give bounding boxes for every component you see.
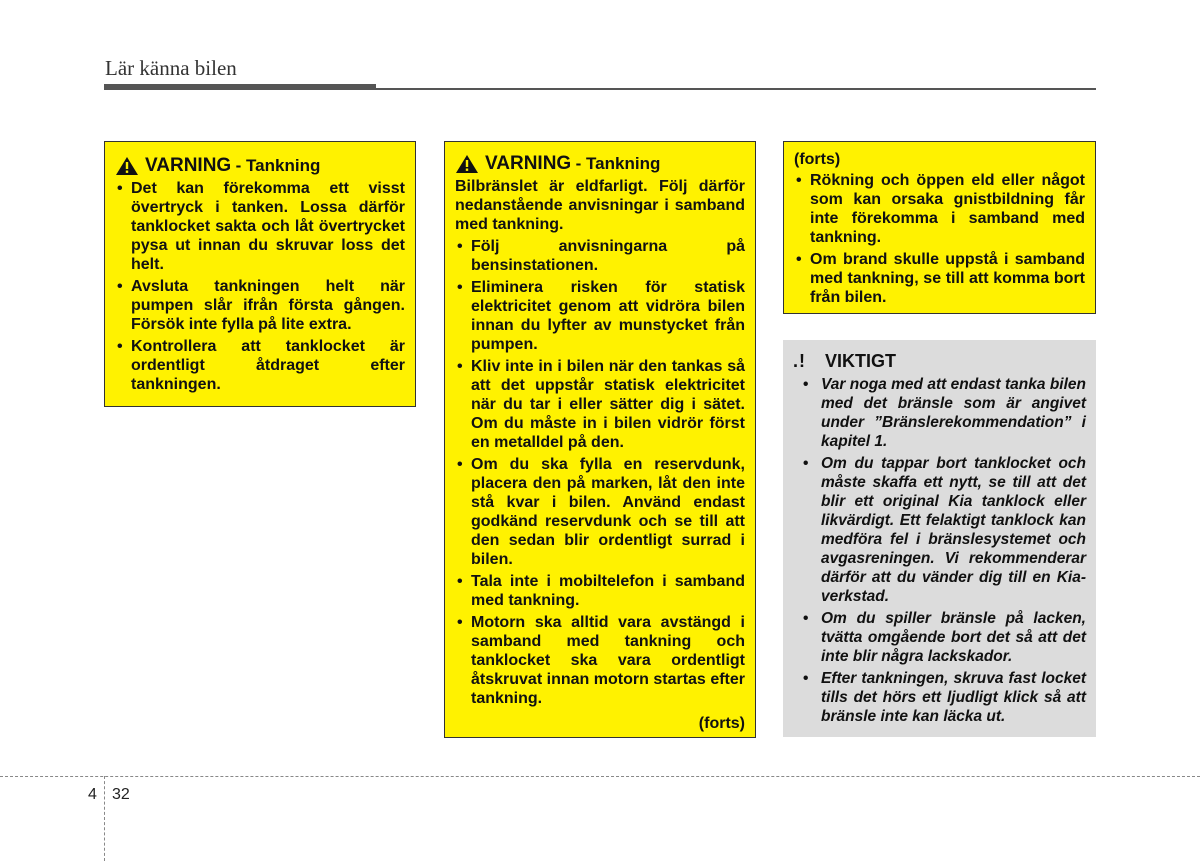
warning-triangle-icon: [115, 156, 139, 176]
notice-exclamation-icon: .!: [793, 351, 806, 371]
header-rule-thick: [104, 84, 376, 90]
list-item: • Om du ska fylla en reservdunk, placera den på marken, låt den inte stå kvar i bilen. Använd endast godkänd reservdunk och se till att den sedan blir ordentligt surrad i bilen.: [455, 455, 745, 569]
list-item: • Om brand skulle uppstå i samband med tankning, se till att komma bort från bilen.: [794, 250, 1085, 307]
list-item: • Eliminera risken för statisk elektricitet genom att vidröra bilen innan du lyfter av munstycket från pumpen.: [455, 278, 745, 354]
warning-triangle-icon: [455, 154, 479, 174]
chapter-number: 4: [88, 786, 97, 803]
warning-box-refueling-2: [444, 141, 756, 738]
continued-label: (forts): [794, 151, 841, 168]
list-item: • Rökning och öppen eld eller något som kan orsaka gnistbildning får inte förekomma i samband med tankning.: [794, 171, 1085, 247]
list-item: • Tala inte i mobiltelefon i samband med tankning.: [455, 572, 745, 610]
warning-title-word: VARNING: [485, 153, 572, 174]
notice-list: [793, 375, 1086, 726]
warning-title-sub: - Tankning: [575, 154, 661, 173]
warning-title-word: VARNING: [145, 155, 232, 176]
warning-title: [115, 156, 405, 176]
list-item: • Motorn ska alltid vara avstängd i samband med tankning och tanklocket ska vara ordentligt åtskruvat innan motorn startas efter tankning.: [455, 613, 745, 708]
notice-box-important: [783, 340, 1096, 737]
notice-title: [793, 352, 1086, 371]
warning-list: [115, 179, 405, 394]
list-item: • Kliv inte in i bilen när den tankas så att det uppstår statisk elektricitet när du tar i eller sätter dig i sätet. Om du måste in i bilen vidrör först en metalldel på den.: [455, 357, 745, 452]
list-item: • Om du spiller bränsle på lacken, tvätta omgående bort det så att det inte blir några lackskador.: [793, 609, 1086, 666]
warning-list: [794, 171, 1085, 307]
list-item: • Kontrollera att tanklocket är ordentligt åtdraget efter tankningen.: [115, 337, 405, 394]
list-item: • Var noga med att endast tanka bilen med det bränsle som är angivet under ”Bränslerekommendation” i kapitel 1.: [793, 375, 1086, 451]
warning-title: [455, 154, 745, 174]
warning-list: [455, 237, 745, 708]
list-item: • Avsluta tankningen helt när pumpen slår ifrån första gången. Försök inte fylla på lite extra.: [115, 277, 405, 334]
continued-label: (forts): [698, 715, 745, 732]
warning-box-continued: [783, 141, 1096, 314]
header-rule-thin: [376, 88, 1096, 90]
footer-divider: [104, 776, 105, 861]
list-item: • Efter tankningen, skruva fast locket tills det hörs ett ljudligt klick så att bränsle inte kan läcka ut.: [793, 669, 1086, 726]
list-item: • Följ anvisningarna på bensinstationen.: [455, 237, 745, 275]
notice-title-text: VIKTIGT: [825, 351, 896, 371]
warning-box-refueling-1: [104, 141, 416, 407]
list-item: • Det kan förekomma ett visst övertryck i tanken. Lossa därför tanklocket sakta och låt övertrycket pysa ut innan du skruvar loss det helt.: [115, 179, 405, 274]
section-title: Lär känna bilen: [105, 56, 237, 80]
warning-title-sub: - Tankning: [235, 156, 321, 175]
list-item: • Om du tappar bort tanklocket och måste skaffa ett nytt, se till att det blir ett original Kia tanklock eller likvärdigt. Ett felaktigt tanklock kan medföra fel i bränslesystemet och avgasreningen. Vi rekommenderar därför att du vänder dig till en Kia-verkstad.: [793, 454, 1086, 606]
page-number: 32: [112, 786, 130, 803]
footer-rule: [0, 776, 1200, 777]
warning-intro: Bilbränslet är eldfarligt. Följ därför nedanstående anvisningar i samband med tankning.: [455, 178, 745, 233]
